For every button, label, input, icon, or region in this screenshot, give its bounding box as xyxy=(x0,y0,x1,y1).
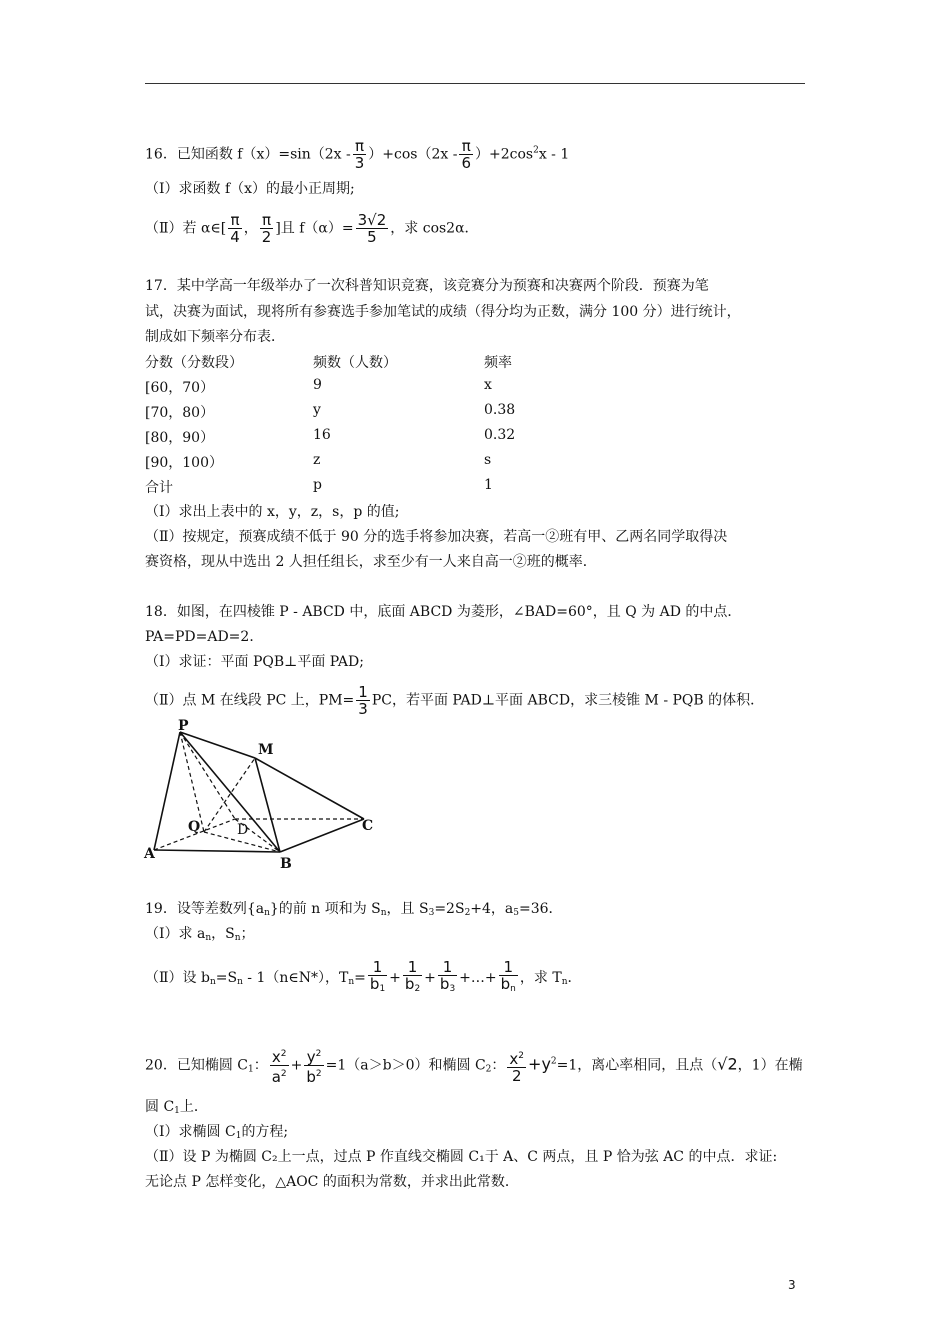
label-q: Q xyxy=(188,819,201,835)
q19-part2: （Ⅱ）设 $b_n=S_n$ - 1（n∈N*），$T_n=$ $\frac{1}{b_1}$ + $\frac{1}{b_2}$ + $\frac{1}{b_3}$ +…+ $\frac{1}{b_n}$ ，求 $T_n$． xyxy=(145,959,581,997)
frac-3sqrt2-5: $\frac{3√2}{5}$ xyxy=(357,211,387,246)
label-d: D xyxy=(237,822,249,838)
frac-pi-3: $\frac{\pi}{3}$ xyxy=(354,137,365,172)
frac-pi-4: $\frac{\pi}{4}$ xyxy=(230,211,240,246)
frac-1-b3: $\frac{1}{b_3}$ xyxy=(439,958,456,994)
q17-line2: 试，决赛为面试，现将所有参赛选手参加笔试的成绩（得分均为正数，满分 100 分）进行统计， xyxy=(145,304,741,320)
q17-part1: （Ⅰ）求出上表中的 x，y，z，s，p 的值; xyxy=(145,504,400,520)
edge-mc xyxy=(255,758,364,819)
frac-x2-a2: $\frac{x^2}{a^2}$ xyxy=(271,1048,287,1086)
edge-pa xyxy=(154,732,180,850)
frac-1-bn: $\frac{1}{b_n}$ xyxy=(500,958,516,994)
table-cell: z xyxy=(313,452,321,468)
table-cell: 9 xyxy=(313,377,322,393)
q20-part2a: （Ⅱ）设 P 为椭圆 C₂上一点，过点 P 作直线交椭圆 C₁于 A、C 两点，且 P 恰为弦 AC 的中点．求证: xyxy=(145,1149,778,1165)
q17-part2b: 赛资格，现从中选出 2 人担任组长，求至少有一人来自高一②班的概率． xyxy=(145,554,597,570)
table-cell: [70，80） xyxy=(145,405,215,421)
frac-1-3: $\frac{1}{3}$ xyxy=(358,683,368,718)
q18-line1: 18．如图，在四棱锥 P - ABCD 中，底面 ABCD 为菱形，∠BAD=60°，且 Q 为 AD 的中点． xyxy=(145,604,742,620)
label-a: A xyxy=(144,846,155,862)
pyramid-figure xyxy=(140,718,385,868)
table-cell: [60，70） xyxy=(145,380,215,396)
edge-ab xyxy=(154,850,280,852)
table-cell: 0.38 xyxy=(484,402,516,418)
table-cell: s xyxy=(484,452,492,468)
q18-part1: （Ⅰ）求证：平面 PQB⊥平面 PAD; xyxy=(145,654,364,670)
q17-line1: 17．某中学高一年级举办了一次科普知识竞赛，该竞赛分为预赛和决赛两个阶段．预赛为笔 xyxy=(145,278,709,294)
frac-y2-b2: $\frac{y^2}{b^2}$ xyxy=(306,1048,322,1086)
label-b: B xyxy=(280,856,292,868)
q20-part2b: 无论点 P 怎样变化，△AOC 的面积为常数，并求出此常数． xyxy=(145,1174,519,1190)
label-p: P xyxy=(178,718,189,734)
label-m: M xyxy=(258,742,274,758)
page-number: 3 xyxy=(788,1278,796,1292)
table-cell: y xyxy=(313,402,321,418)
q20-line2: 圆 $C_1$上． xyxy=(145,1099,208,1116)
frac-x2-2: $\frac{x^2}{2}$ xyxy=(509,1049,525,1085)
table-cell: 16 xyxy=(313,427,331,443)
table-header-cell: 频数（人数） xyxy=(313,355,397,371)
frac-pi-6: $\frac{\pi}{6}$ xyxy=(461,137,471,172)
frac-1-b1: $\frac{1}{b_1}$ xyxy=(369,958,386,994)
q16-part1: （Ⅰ）求函数 f（x）的最小正周期; xyxy=(145,181,355,197)
q20-line1: 20．已知椭圆 $C_1$： $\frac{x^2}{a^2}$ + $\frac{y^2}{b^2}$ =1（a＞b＞0）和椭圆 $C_2$： $\frac{x^2}{2}$ $+y^2=1$，离心率相同，且点（√2，1）在椭 xyxy=(145,1048,803,1086)
edge-bc xyxy=(280,819,364,852)
q19-line1: 19．设等差数列$\{a_n\}$的前 n 项和为 $S_n$，且 $S_3=2S_2+4$，$a_5=36$． xyxy=(145,901,563,918)
frac-1-b2: $\frac{1}{b_2}$ xyxy=(404,958,421,994)
table-cell: x xyxy=(484,377,492,393)
q20-part1: （Ⅰ）求椭圆 $C_1$的方程; xyxy=(145,1124,289,1141)
q18-part2: （Ⅱ）点 M 在线段 PC 上，PM= $\frac{1}{3}$ PC，若平面 PAD⊥平面 ABCD，求三棱锥 M - PQB 的体积． xyxy=(145,683,765,718)
table-header-cell: 频率 xyxy=(484,355,512,371)
q16-part2: （Ⅱ）若 α∈[ $\frac{\pi}{4}$ ， $\frac{\pi}{2}$ ]且 f（α）= $\frac{3√2}{5}$ ，求 cos2α． xyxy=(145,211,479,246)
header-rule xyxy=(145,83,805,84)
edge-pd xyxy=(180,732,235,819)
table-cell: 0.32 xyxy=(484,427,516,443)
table-cell: p xyxy=(313,477,322,493)
q16-line1: 16．已知函数 f（x）=sin（2x - $\frac{\pi}{3}$ ）+cos（2x - $\frac{\pi}{6}$ ）$+2\cos^2x - 1$ xyxy=(145,137,570,172)
table-cell: 合计 xyxy=(145,480,173,496)
q19-part1: （Ⅰ）求 $a_n$，$S_n$； xyxy=(145,926,255,943)
table-cell: [80，90） xyxy=(145,430,215,446)
table-cell: 1 xyxy=(484,477,493,493)
table-cell: [90，100） xyxy=(145,455,223,471)
label-c: C xyxy=(362,818,374,834)
table-header-cell: 分数（分数段） xyxy=(145,355,243,371)
q18-line2: PA=PD=AD=2． xyxy=(145,629,264,645)
q17-line3: 制成如下频率分布表． xyxy=(145,329,285,345)
q17-part2a: （Ⅱ）按规定，预赛成绩不低于 90 分的选手将参加决赛，若高一②班有甲、乙两名同学取得决 xyxy=(145,529,728,545)
frac-pi-2: $\frac{\pi}{2}$ xyxy=(261,211,272,246)
